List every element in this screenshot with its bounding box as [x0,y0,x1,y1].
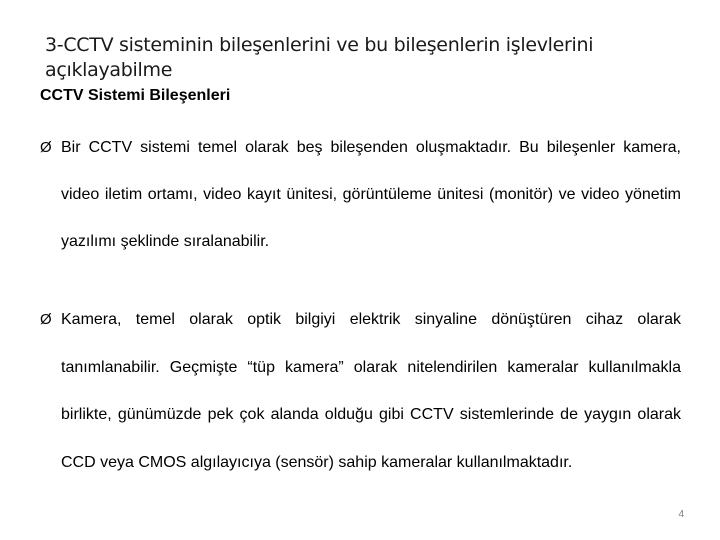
section-heading: CCTV Sistemi Bileşenleri [40,87,231,104]
bullet-arrow-icon: Ø [40,311,52,328]
page-number: 4 [678,509,684,520]
bullet-item-components [40,134,681,265]
bullet-arrow-icon: Ø [40,139,52,156]
bullet-item-camera [40,306,681,486]
bullet-text: Kamera, temel olarak optik bilgiyi elektrik sinyaline dönüştüren cihaz olarak tanımlanabilir. Geçmişte “tüp kamera” olarak nitelendirilen kameralar kullanılmakla birlikte, günümüzde pek çok alanda olduğu gibi CCTV sistemlerinde de yaygın olarak CCD veya CMOS algılayıcıya (sensör) sahip kameralar kullanılmaktadır. [61,311,681,471]
slide-title: 3-CCTV sisteminin bileşenlerini ve bu bileşenlerin işlevlerini açıklayabilme [45,34,594,81]
bullet-text: Bir CCTV sistemi temel olarak beş bileşenden oluşmaktadır. Bu bileşenler kamera, video iletim ortamı, video kayıt ünitesi, görüntüleme ünitesi (monitör) ve video yönetim yazılımı şeklinde sıralanabilir. [61,139,681,250]
